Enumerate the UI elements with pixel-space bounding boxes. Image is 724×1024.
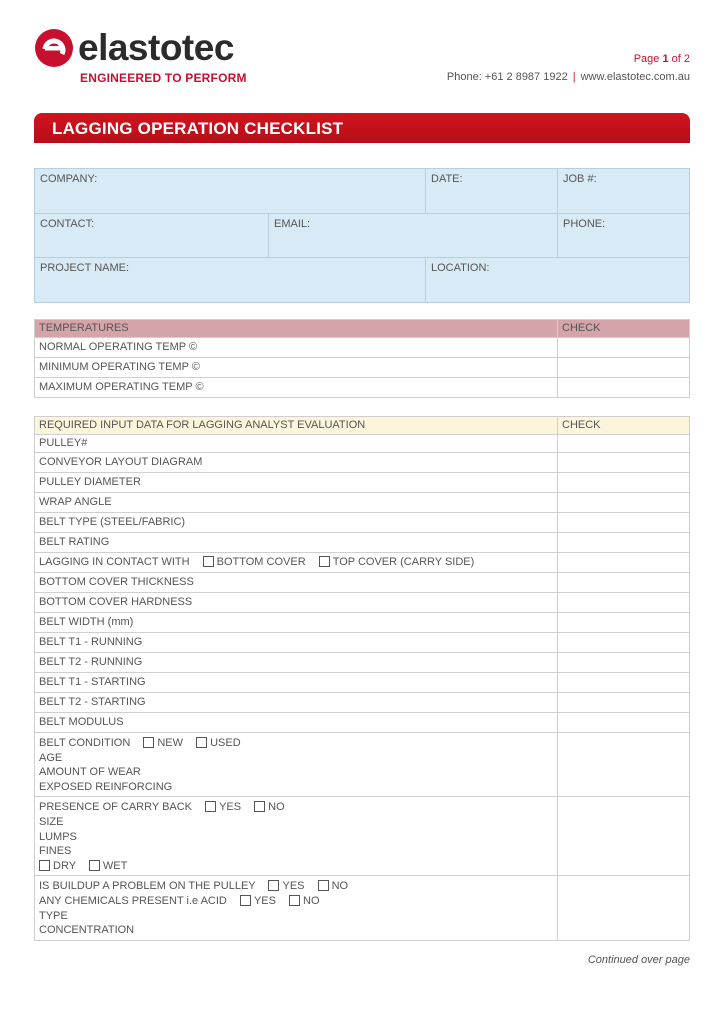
temperatures-table (34, 319, 690, 398)
brand-tagline: ENGINEERED TO PERFORM (80, 71, 247, 85)
temperatures-header: TEMPERATURES CHECK (35, 320, 690, 338)
check-cell[interactable] (558, 673, 690, 693)
check-cell[interactable] (558, 733, 690, 797)
website-link[interactable]: www.elastotec.com.au (580, 71, 690, 83)
phone-field[interactable]: PHONE: (558, 214, 689, 258)
chemicals-yes-checkbox[interactable] (240, 895, 251, 906)
table-row: BELT T2 - STARTING (35, 693, 690, 713)
dry-checkbox[interactable] (39, 860, 50, 871)
table-row: BOTTOM COVER HARDNESS (35, 593, 690, 613)
company-field[interactable]: COMPANY: (35, 169, 426, 214)
table-row: CONVEYOR LAYOUT DIAGRAM (35, 453, 690, 473)
bottom-cover-checkbox[interactable] (203, 556, 214, 567)
date-field[interactable]: DATE: (426, 169, 558, 214)
table-row: BELT T1 - RUNNING (35, 633, 690, 653)
table-row: WRAP ANGLE (35, 493, 690, 513)
page-number: Page 1 of 2 (633, 53, 690, 65)
check-cell[interactable] (558, 453, 690, 473)
info-box (34, 168, 690, 303)
check-cell[interactable] (558, 473, 690, 493)
table-row: BELT CONDITION NEW USED AGE AMOUNT OF WEAR EXPOSED REINFORCING (35, 733, 690, 797)
top-cover-checkbox[interactable] (319, 556, 330, 567)
email-field[interactable]: EMAIL: (269, 214, 558, 258)
elastotec-logo-icon (34, 28, 74, 68)
wet-checkbox[interactable] (89, 860, 100, 871)
table-row: MAXIMUM OPERATING TEMP © (35, 378, 690, 398)
check-cell[interactable] (558, 573, 690, 593)
table-row: BELT T1 - STARTING (35, 673, 690, 693)
table-row: NORMAL OPERATING TEMP © (35, 338, 690, 358)
title-bar (34, 113, 690, 143)
table-row: BELT MODULUS (35, 713, 690, 733)
check-cell[interactable] (558, 493, 690, 513)
required-header: REQUIRED INPUT DATA FOR LAGGING ANALYST EVALUATION CHECK (35, 417, 690, 435)
table-row: MINIMUM OPERATING TEMP © (35, 358, 690, 378)
buildup-no-checkbox[interactable] (318, 880, 329, 891)
check-cell[interactable] (558, 358, 690, 378)
continued-note: Continued over page (587, 954, 690, 966)
check-cell[interactable] (558, 713, 690, 733)
carry-back-no-checkbox[interactable] (254, 801, 265, 812)
contact-line: Phone: +61 2 8987 1922 | www.elastotec.com.au (446, 71, 690, 83)
project-name-field[interactable]: PROJECT NAME: (35, 258, 426, 302)
required-input-table (34, 416, 690, 941)
brand-logo (34, 26, 274, 88)
check-cell[interactable] (558, 378, 690, 398)
table-row: PRESENCE OF CARRY BACK YES NO SIZE LUMPS FINES DRY WET (35, 797, 690, 876)
check-cell[interactable] (558, 553, 690, 573)
table-row: LAGGING IN CONTACT WITH BOTTOM COVER TOP COVER (CARRY SIDE) (35, 553, 690, 573)
buildup-yes-checkbox[interactable] (268, 880, 279, 891)
check-cell[interactable] (558, 693, 690, 713)
check-cell[interactable] (558, 653, 690, 673)
table-row: PULLEY DIAMETER (35, 473, 690, 493)
check-cell[interactable] (558, 797, 690, 876)
check-cell[interactable] (558, 593, 690, 613)
chemicals-no-checkbox[interactable] (289, 895, 300, 906)
table-row: BELT RATING (35, 533, 690, 553)
table-row: BELT T2 - RUNNING (35, 653, 690, 673)
check-cell[interactable] (558, 338, 690, 358)
check-cell[interactable] (558, 513, 690, 533)
table-row: BOTTOM COVER THICKNESS (35, 573, 690, 593)
new-checkbox[interactable] (143, 737, 154, 748)
check-cell[interactable] (558, 613, 690, 633)
check-cell[interactable] (558, 533, 690, 553)
table-row: IS BUILDUP A PROBLEM ON THE PULLEY YES NO ANY CHEMICALS PRESENT i.e ACID YES NO TYPE CONCENTRATION (35, 876, 690, 940)
phone-text: Phone: +61 2 8987 1922 (446, 71, 568, 83)
job-field[interactable]: JOB #: (558, 169, 689, 214)
page-title: LAGGING OPERATION CHECKLIST (52, 119, 344, 138)
contact-field[interactable]: CONTACT: (35, 214, 269, 258)
brand-name: elastotec (78, 27, 234, 68)
location-field[interactable]: LOCATION: (431, 262, 490, 274)
check-cell[interactable] (558, 633, 690, 653)
table-row: BELT WIDTH (mm) (35, 613, 690, 633)
table-row: BELT TYPE (STEEL/FABRIC) (35, 513, 690, 533)
carry-back-yes-checkbox[interactable] (205, 801, 216, 812)
table-row: PULLEY# (35, 435, 690, 453)
check-cell[interactable] (558, 435, 690, 453)
used-checkbox[interactable] (196, 737, 207, 748)
check-cell[interactable] (558, 876, 690, 940)
